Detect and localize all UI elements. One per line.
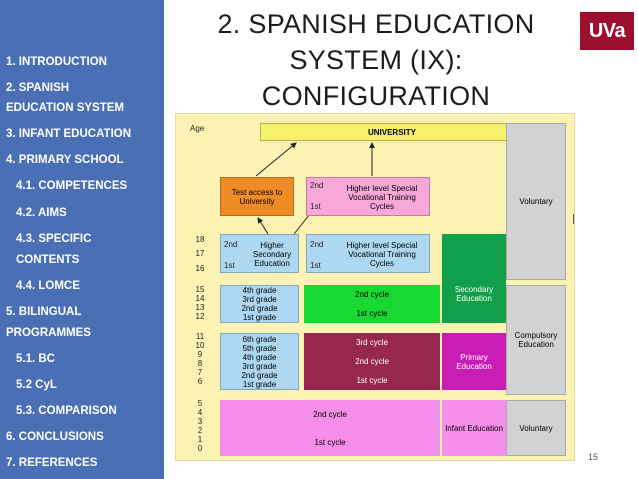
arrow-secondary-to-test — [258, 218, 268, 234]
nav-item-bilingual[interactable]: 5. BILINGUAL — [6, 306, 82, 318]
nav-item-infant-education[interactable]: 3. INFANT EDUCATION — [6, 128, 132, 140]
primary-education-box: Primary Education — [442, 333, 506, 390]
infant-1st-cycle: 1st cycle — [220, 428, 440, 456]
slide-title-line2: SYSTEM (IX): — [289, 45, 463, 75]
higher-secondary-text: Higher Secondary Education — [252, 240, 292, 268]
vocational-cycles-text: Higher level Special Vocational Training Cycles — [346, 240, 418, 268]
secondary-grades-box: 4th grade 3rd grade 2nd grade 1st grade — [220, 285, 299, 323]
compulsory-education-box: Compulsory Education — [506, 285, 566, 395]
nav-item-cyl[interactable]: 5.2 CyL — [16, 379, 57, 391]
hl-2nd-label: 2nd — [310, 181, 324, 190]
secondary-2nd-cycle: 2nd cycle — [304, 285, 440, 304]
primary-1st-cycle: 1st cycle — [304, 371, 440, 390]
slide-title-line3: CONFIGURATION — [261, 81, 491, 111]
primary-grades-box: 6th grade 5th grade 4th grade 3rd grade 2nd grade 1st grade — [220, 333, 299, 390]
slide-title — [186, 6, 566, 114]
nav-item-bc[interactable]: 5.1. BC — [16, 353, 55, 365]
page-number: 15 — [588, 452, 599, 462]
secondary-education-box: Secondary Education — [442, 234, 506, 323]
nav-item-introduction[interactable]: 1. INTRODUCTION — [6, 56, 107, 68]
ages-secondary: 15 14 13 12 — [195, 285, 205, 321]
hs-1st-label: 1st — [224, 261, 235, 270]
nav-item-education-system[interactable]: EDUCATION SYSTEM — [6, 102, 124, 114]
arrow-test-to-university — [256, 143, 296, 176]
slide-title-line1: 2. SPANISH EDUCATION — [217, 9, 535, 39]
ages-primary: 11 10 9 8 7 6 — [195, 332, 205, 386]
nav-item-competences[interactable]: 4.1. COMPETENCES — [16, 180, 128, 192]
uva-logo: UVa — [580, 12, 634, 50]
vt-2nd-label: 2nd — [310, 240, 324, 249]
nav-item-programmes[interactable]: PROGRAMMES — [6, 327, 91, 339]
test-access-box: Test access to University — [220, 177, 294, 216]
age-label: Age — [190, 124, 205, 133]
ages-upper: 18 17 16 — [195, 235, 205, 273]
voluntary-bottom-box: Voluntary — [506, 400, 566, 456]
infant-2nd-cycle: 2nd cycle — [220, 400, 440, 428]
voluntary-top-box: Voluntary — [506, 123, 566, 280]
primary-2nd-cycle: 2nd cycle — [304, 352, 440, 371]
nav-item-primary-school[interactable]: 4. PRIMARY SCHOOL — [6, 154, 124, 166]
nav-item-aims[interactable]: 4.2. AIMS — [16, 207, 67, 219]
education-system-diagram — [175, 113, 575, 461]
nav-item-conclusions[interactable]: 6. CONCLUSIONS — [6, 431, 104, 443]
ages-infant: 5 4 3 2 1 0 — [197, 399, 203, 453]
nav-item-spanish[interactable]: 2. SPANISH — [6, 82, 70, 94]
hs-2nd-label: 2nd — [224, 240, 238, 249]
nav-item-contents[interactable]: CONTENTS — [16, 254, 80, 266]
higher-level-cycles-text: Higher level Special Vocational Training Cycles — [346, 183, 418, 211]
university-box: UNIVERSITY — [260, 123, 524, 141]
nav-item-comparison[interactable]: 5.3. COMPARISON — [16, 405, 117, 417]
secondary-1st-cycle: 1st cycle — [304, 304, 440, 323]
vt-1st-label: 1st — [310, 261, 321, 270]
nav-item-lomce[interactable]: 4.4. LOMCE — [16, 280, 80, 292]
divider-tick — [573, 214, 574, 224]
nav-item-references[interactable]: 7. REFERENCES — [6, 457, 98, 469]
nav-item-specific[interactable]: 4.3. SPECIFIC — [16, 233, 92, 245]
infant-education-box: Infant Education — [442, 400, 506, 456]
primary-3rd-cycle: 3rd cycle — [304, 333, 440, 352]
hl-1st-label: 1st — [310, 202, 321, 211]
sidebar-nav — [0, 0, 164, 479]
